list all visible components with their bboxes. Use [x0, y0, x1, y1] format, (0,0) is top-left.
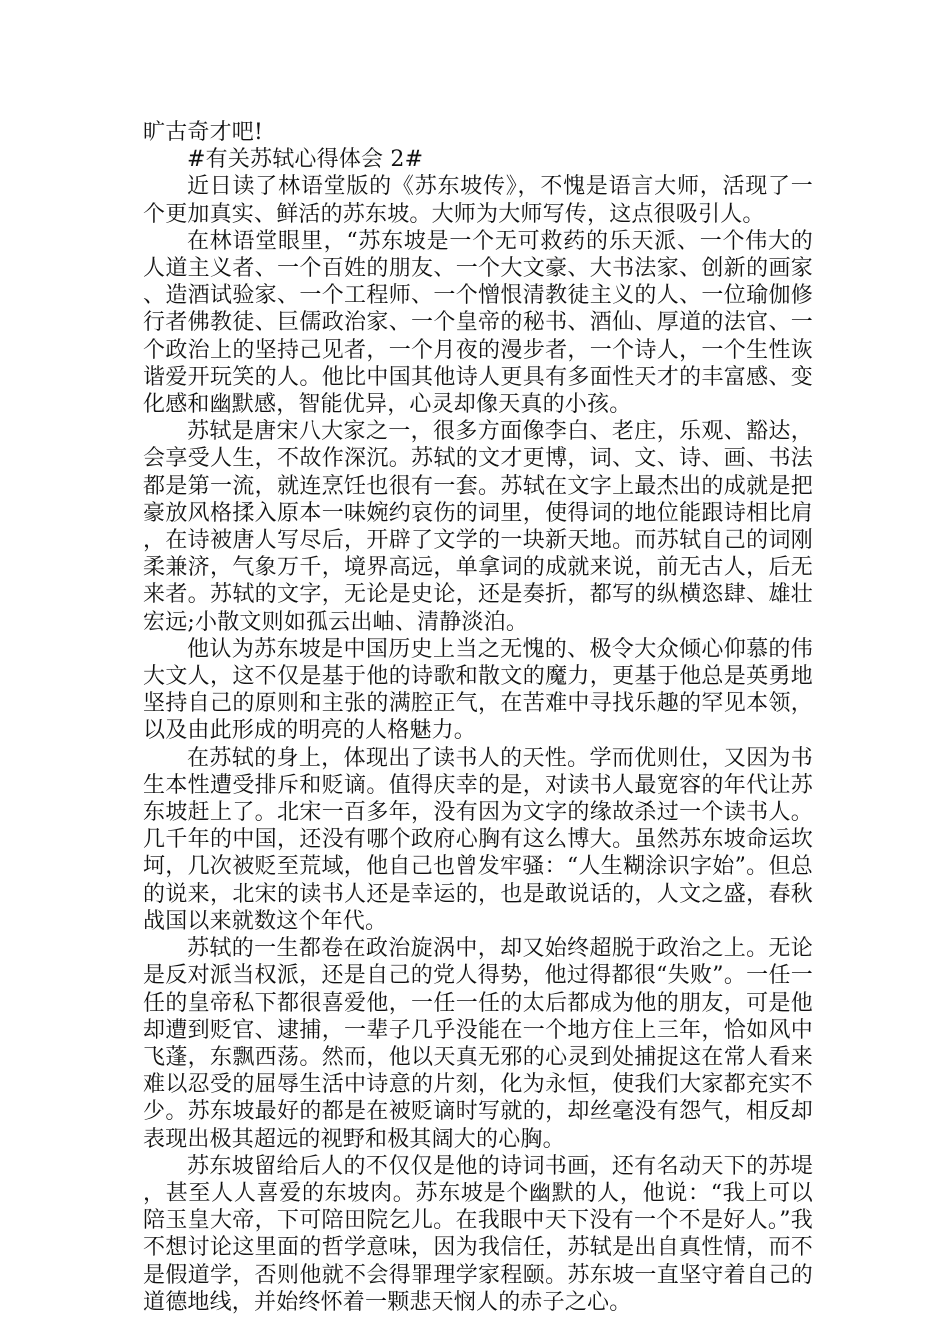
paragraph-2: 在林语堂眼里，“苏东坡是一个无可救药的乐天派、一个伟大的人道主义者、一个百姓的朋友、一个大文豪、大书法家、创新的画家、造酒试验家、一个工程师、一个憎恨清教徒主义的人、一位瑜伽修行者佛教徒、巨儒政治家、一个皇帝的秘书、酒仙、厚道的法官、一个政治上的坚持己见者，一个月夜的漫步者，一个诗人，一个生性诙谐爱开玩笑的人。他比中国其他诗人更具有多面性天才的丰富感、变化感和幽默感，智能优异，心灵却像天真的小孩。: [143, 228, 813, 418]
paragraph-1: 近日读了林语堂版的《苏东坡传》，不愧是语言大师，活现了一个更加真实、鲜活的苏东坡。大师为大师写传，这点很吸引人。: [143, 174, 813, 227]
section-heading: #有关苏轼心得体会 2#: [187, 147, 424, 173]
lead-line: 旷古奇才吧!: [143, 120, 264, 145]
paragraph-6: 苏轼的一生都卷在政治旋涡中，却又始终超脱于政治之上。无论是反对派当权派，还是自己的党人得势，他过得都很“失败”。一任一任的皇帝私下都很喜爱他，一任一任的太后都成为他的朋友，可是他却遭到贬官、逮捕，一辈子几乎没能在一个地方住上三年，恰如风中飞蓬，东飘西荡。然而，他以天真无邪的心灵到处捕捉这在常人看来难以忍受的屈辱生活中诗意的片刻，化为永恒，使我们大家都充实不少。苏东坡最好的都是在被贬谪时写就的，却丝毫没有怨气，相反却表现出极其超远的视野和极其阔大的心胸。: [143, 936, 813, 1152]
paragraph-3: 苏轼是唐宋八大家之一，很多方面像李白、老庄，乐观、豁达，会享受人生，不故作深沉。苏轼的文才更博，词、文、诗、画、书法都是第一流，就连烹饪也很有一套。苏轼在文字上最杰出的成就是把豪放风格揉入原本一味婉约哀伤的词里，使得词的地位能跟诗相比肩，在诗被唐人写尽后，开辟了文学的一块新天地。而苏轼自己的词刚柔兼济，气象万千，境界高远，单拿词的成就来说，前无古人，后无来者。苏轼的文字，无论是史论，还是奏折，都写的纵横恣肆、雄壮宏远;小散文则如孤云出岫、清静淡泊。: [143, 419, 813, 635]
paragraph-5: 在苏轼的身上，体现出了读书人的天性。学而优则仕，又因为书生本性遭受排斥和贬谪。值得庆幸的是，对读书人最宽容的年代让苏东坡赶上了。北宋一百多年，没有因为文字的缘故杀过一个读书人。几千年的中国，还没有哪个政府心胸有这么博大。虽然苏东坡命运坎坷，几次被贬至荒域，他自己也曾发牢骚：“人生糊涂识字始”。但总的说来，北宋的读书人还是幸运的，也是敢说话的，人文之盛，春秋战国以来就数这个年代。: [143, 745, 813, 934]
paragraph-4: 他认为苏东坡是中国历史上当之无愧的、极令大众倾心仰慕的伟大文人，这不仅是基于他的诗歌和散文的魔力，更基于他总是英勇地坚持自己的原则和主张的满腔正气，在苦难中寻找乐趣的罕见本领，以及由此形成的明亮的人格魅力。: [143, 636, 813, 744]
paragraph-7: 苏东坡留给后人的不仅仅是他的诗词书画，还有名动天下的苏堤，甚至人人喜爱的东坡肉。苏东坡是个幽默的人，他说：“我上可以陪玉皇大帝，下可陪田院乞儿。在我眼中天下没有一个不是好人。”我不想讨论这里面的哲学意味，因为我信任，苏轼是出自真性情，而不是假道学，否则他就不会得罪理学家程颐。苏东坡一直坚守着自己的道德地线，并始终怀着一颗悲天悯人的赤子之心。: [143, 1153, 813, 1315]
document-page: [143, 119, 813, 1316]
